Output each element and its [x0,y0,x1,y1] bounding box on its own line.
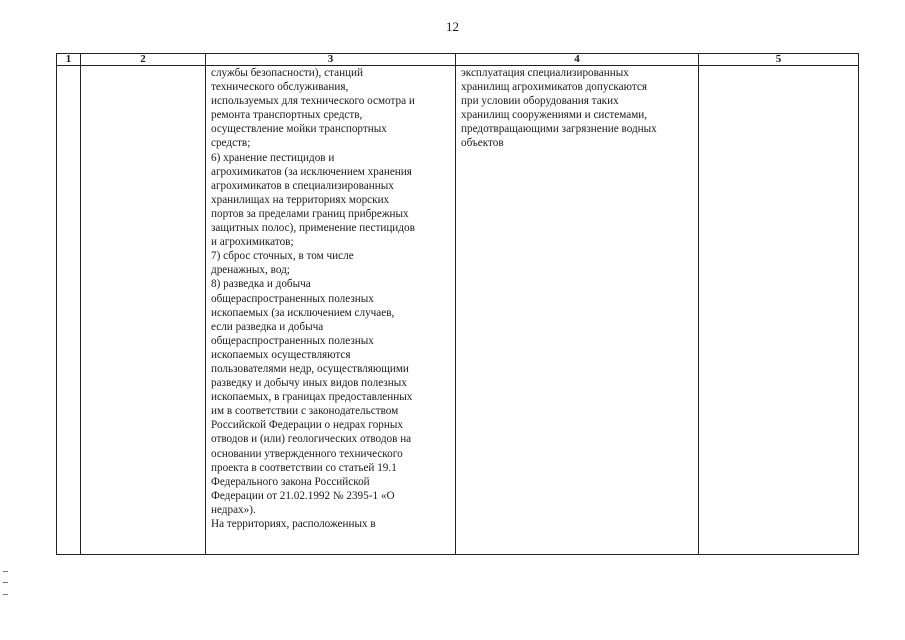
column-header-2: 2 [81,54,206,66]
column-header-1: 1 [57,54,81,66]
column-header-5: 5 [699,54,859,66]
cell-col4 [456,66,699,555]
table-header-row [57,54,859,66]
document-table [56,53,859,555]
cell-text-col4: эксплуатация специализированных хранилищ агрохимикатов допускаются при условии оборудования таких хранилищ сооружениями и системами, предотвращающими загрязнение водных объектов [461,67,657,150]
cell-col3 [206,66,456,555]
column-header-4: 4 [456,54,699,66]
table-row [57,66,859,555]
cell-text-col3: службы безопасности), станций технического обслуживания, используемых для технического осмотра и ремонта транспортных средств, осуществление мойки транспортных средств; 6) хранение пестицидов и агрохимикатов (за исключением хранения агрохимикатов в специализированных хранилищах на территориях морских портов за пределами границ прибрежных защитных полос), применение пестицидов и агрохимикатов; 7) сброс сточных, в том числе дренажных, вод; 8) разведка и добыча общераспространенных полезных ископаемых (за исключением случаев, если разведка и добыча общераспространенных полезных ископаемых осуществляются пользователями недр, осуществляющими разведку и добычу иных видов полезных ископаемых, в границах предоставленных им в соответствии с законодательством Российской Федерации о недрах горных отводов и (или) геологических отводов на основании утвержденного технического проекта в соответствии со статьей 19.1 Федерального закона Российской Федерации от 21.02.1992 № 2395-1 «О недрах»). На территориях, расположенных в [211,67,415,530]
cell-col1 [57,66,81,555]
cell-col2 [81,66,206,555]
page-number: 12 [446,19,459,34]
scan-margin-mark [3,571,8,595]
column-header-3: 3 [206,54,456,66]
cell-col5 [699,66,859,555]
